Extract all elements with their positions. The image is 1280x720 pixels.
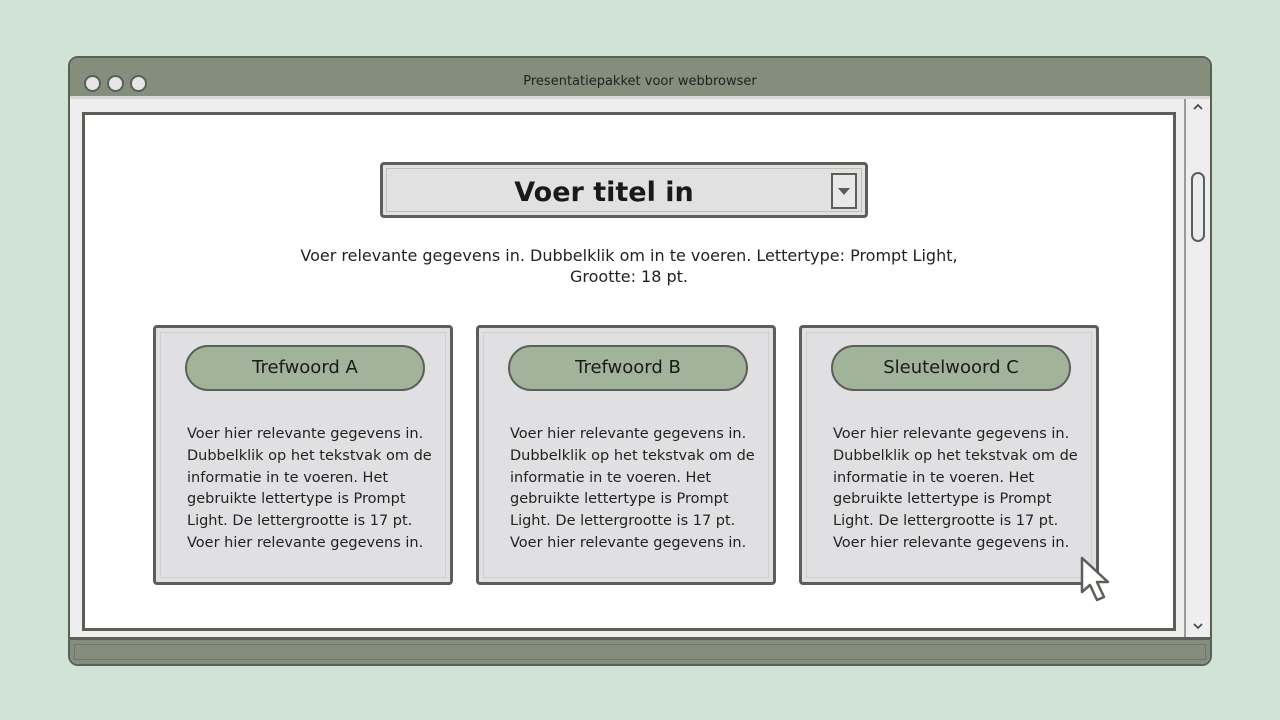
page-title[interactable]: Voer titel in — [514, 177, 694, 208]
title-bar-inner — [72, 64, 1208, 92]
keyword-pill-b[interactable]: Trefwoord B — [508, 345, 748, 391]
card-body-a[interactable]: Voer hier relevante gegevens in. Dubbelklik op het tekstvak om de informatie in te voeren. Het gebruikte lettertype is Prompt Light. De lettergrootte is 17 pt. Voer hier relevante gegevens in. — [187, 426, 432, 551]
status-bar — [70, 637, 1210, 664]
keyword-pill-a[interactable]: Trefwoord A — [185, 345, 425, 391]
vertical-scrollbar[interactable] — [1184, 99, 1210, 638]
chevron-up-icon — [1192, 102, 1204, 112]
mouse-pointer-icon — [1074, 556, 1114, 608]
card-body-b[interactable]: Voer hier relevante gegevens in. Dubbelklik op het tekstvak om de informatie in te voeren. Het gebruikte lettertype is Prompt Light. De lettergrootte is 17 pt. Voer hier relevante gegevens in. — [510, 426, 755, 551]
chevron-down-icon — [1192, 621, 1204, 631]
title-bar — [70, 58, 1210, 99]
card-c — [799, 325, 1099, 585]
scroll-down-button[interactable] — [1186, 620, 1210, 636]
card-a — [153, 325, 453, 585]
title-dropdown[interactable] — [380, 162, 868, 218]
window-title: Presentatiepakket voor webbrowser — [523, 74, 757, 89]
card-body-c[interactable]: Voer hier relevante gegevens in. Dubbelklik op het tekstvak om de informatie in te voeren. Het gebruikte lettertype is Prompt Light. De lettergrootte is 17 pt. Voer hier relevante gegevens in. — [833, 426, 1078, 551]
status-bar-inner — [74, 644, 1206, 660]
dropdown-button[interactable] — [831, 173, 857, 209]
scroll-thumb[interactable] — [1191, 172, 1205, 242]
slide-page — [82, 112, 1176, 631]
card-b — [476, 325, 776, 585]
browser-window — [68, 56, 1212, 666]
subtitle-text[interactable]: Voer relevante gegevens in. Dubbelklik om in te voeren. Lettertype: Prompt Light, Grootte: 18 pt. — [300, 246, 958, 286]
chevron-down-icon — [838, 188, 850, 195]
content-area — [70, 99, 1184, 638]
scroll-up-button[interactable] — [1186, 101, 1210, 117]
keyword-pill-c[interactable]: Sleutelwoord C — [831, 345, 1071, 391]
